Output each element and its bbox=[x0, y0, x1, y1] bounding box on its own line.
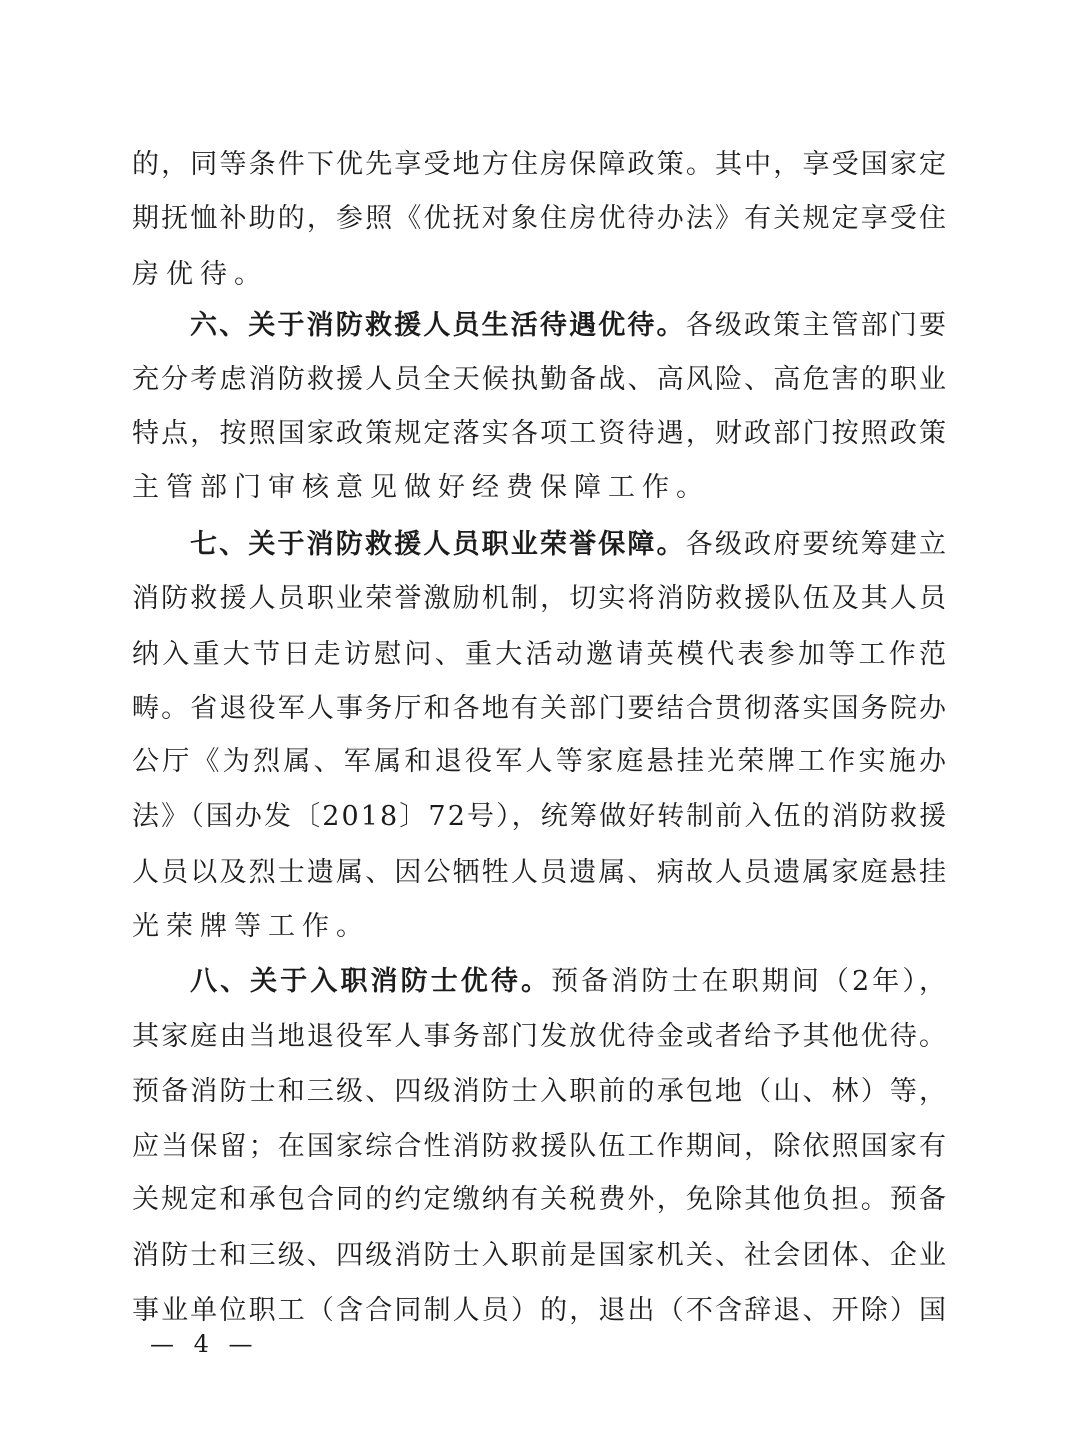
text-line: 光荣牌等工作。 bbox=[132, 911, 370, 942]
text-line: 其家庭由当地退役军人事务部门发放优待金或者给予其他优待。 bbox=[132, 1021, 949, 1052]
text-line: 事业单位职工（含合同制人员）的，退出（不含辞退、开除）国 bbox=[132, 1295, 949, 1326]
text-line: 关规定和承包合同的约定缴纳有关税费外，免除其他负担。预备 bbox=[132, 1184, 949, 1215]
text-line: 消防士和三级、四级消防士入职前是国家机关、社会团体、企业 bbox=[132, 1240, 949, 1271]
text-line: 公厅《为烈属、军属和退役军人等家庭悬挂光荣牌工作实施办 bbox=[132, 746, 950, 777]
text-line: 的，同等条件下优先享受地方住房保障政策。其中，享受国家定 bbox=[132, 149, 949, 180]
section-heading: 八、关于入职消防士优待。 bbox=[190, 966, 552, 997]
page-number: — 4 — bbox=[150, 1330, 259, 1358]
text-line bbox=[190, 531, 948, 558]
text-line: 充分考虑消防救援人员全天候执勤备战、高风险、高危害的职业 bbox=[132, 364, 949, 395]
text-line: 期抚恤补助的，参照《优抚对象住房优待办法》有关规定享受住 bbox=[132, 203, 949, 234]
text-line: 房优待。 bbox=[132, 259, 268, 290]
text-line: 纳入重大节日走访慰问、重大活动邀请英模代表参加等工作范 bbox=[132, 639, 950, 670]
section-heading: 七、关于消防救援人员职业荣誉保障。 bbox=[190, 529, 686, 560]
section-heading: 六、关于消防救援人员生活待遇优待。 bbox=[190, 310, 686, 341]
text-line: 消防救援人员职业荣誉激励机制，切实将消防救援队伍及其人员 bbox=[132, 583, 949, 614]
text-line: 法》（国办发〔2018〕72号），统筹做好转制前入伍的消防救援 bbox=[132, 801, 949, 832]
text-line: 人员以及烈士遗属、因公牺牲人员遗属、病故人员遗属家庭悬挂 bbox=[132, 857, 949, 888]
section-text: 各级政府要统筹建立 bbox=[685, 529, 949, 560]
text-line: 主管部门审核意见做好经费保障工作。 bbox=[132, 472, 710, 503]
text-line: 畴。省退役军人事务厅和各地有关部门要结合贯彻落实国务院办 bbox=[132, 693, 949, 724]
text-line: 预备消防士和三级、四级消防士入职前的承包地（山、林）等， bbox=[132, 1076, 949, 1107]
section-text: 各级政策主管部门要 bbox=[685, 310, 949, 341]
text-line bbox=[190, 312, 948, 339]
section-text: 预备消防士在职期间（2年）， bbox=[551, 966, 950, 997]
text-line bbox=[190, 968, 949, 995]
text-line: 应当保留；在国家综合性消防救援队伍工作期间，除依照国家有 bbox=[132, 1131, 949, 1162]
text-line: 特点，按照国家政策规定落实各项工资待遇，财政部门按照政策 bbox=[132, 418, 949, 449]
